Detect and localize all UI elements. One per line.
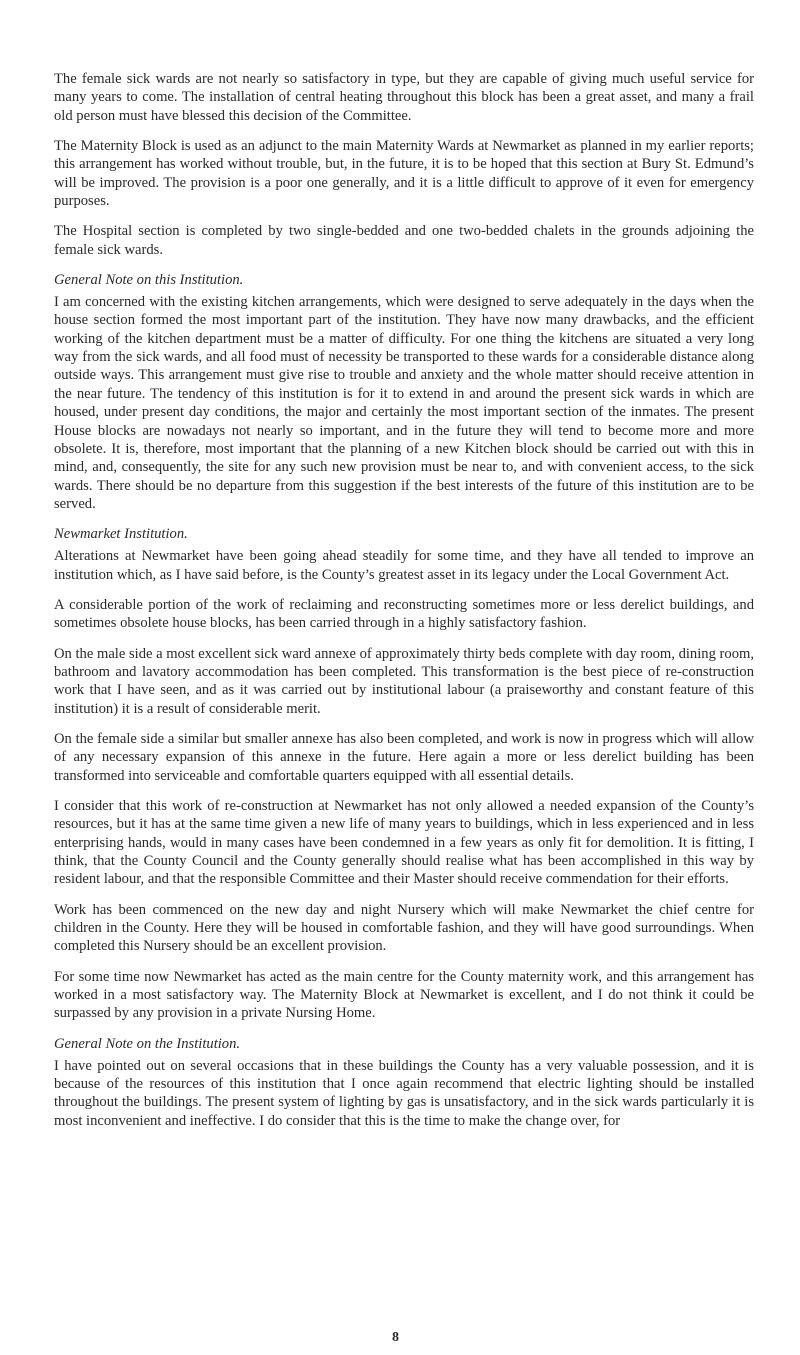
paragraph-male-side: On the male side a most excellent sick ward annexe of approximately thirty beds complete with day room, dining room, bathroom and lavatory accommodation has been completed. This transformation is the best piece of re-construction work that I have seen, and as it was carried out by institutional labour (a praiseworthy and constant feature of this institution) it is a result of considerable merit. bbox=[54, 645, 754, 717]
page-number: 8 bbox=[392, 1330, 399, 1345]
paragraph-nursery: Work has been commenced on the new day and night Nursery which will make Newmarket the chief centre for children in the County. Here they will be housed in comfortable fashion, and they will have good surroundings. When completed this Nursery should be an excellent provision. bbox=[54, 901, 754, 955]
section-heading-newmarket-institution: Newmarket Institution. bbox=[54, 526, 188, 543]
page-body bbox=[54, 70, 754, 1142]
paragraph-maternity-centre: For some time now Newmarket has acted as the main centre for the County maternity work, and this arrangement has worked in a most satisfactory way. The Maternity Block at Newmarket is excellent, and I do not think it could be surpassed by any provision in a private Nursing Home. bbox=[54, 968, 754, 1022]
section-heading-general-note-the-institution: General Note on the Institution. bbox=[54, 1035, 241, 1052]
paragraph-kitchen-arrangements: I am concerned with the existing kitchen arrangements, which were designed to serve adequately in the days when the house section formed the most important part of the institution. They have now many drawbacks, and the efficient working of the kitchen department must be a matter of difficulty. For one thing the kitchens are situated a very long way from the sick wards, and all food must of necessity be transported to these wards for a considerable distance along outside ways. This arrangement must give rise to trouble and anxiety and the whole matter should receive attention in the near future. The tendency of this institution is for it to extend in and around the present sick wards in which are housed, under present day conditions, the major and certainly the most important section of the inmates. The present House blocks are nowadays not nearly so important, and in the future they will tend to become more and more obsolete. It is, therefore, most important that the planning of a new Kitchen block should be carried out with this in mind, and, consequently, the site for any such new provision must be near to, and with convenient access, to the sick wards. There should be no departure from this suggestion if the best interests of the future of this institution are to be served. bbox=[54, 294, 754, 512]
paragraph-electric-lighting: I have pointed out on several occasions that in these buildings the County has a very valuable possession, and it is because of the resources of this institution that I once again recommend that electric lighting should be installed throughout the buildings. The present system of lighting by gas is unsatisfactory, and in the sick wards particularly it is most inconvenient and ineffective. I do consider that this is the time to make the change over, for bbox=[54, 1057, 754, 1129]
paragraph-maternity-block: The Maternity Block is used as an adjunct to the main Maternity Wards at Newmarket as planned in my earlier reports; this arrangement has worked without trouble, but, in the future, it is to be hoped that this section at Bury St. Edmund’s will be improved. The provision is a poor one generally, and it is a little difficult to approve of it even for emergency purposes. bbox=[54, 138, 754, 210]
paragraph-female-sick-wards: The female sick wards are not nearly so satisfactory in type, but they are capable of giving much useful service for many years to come. The installation of central heating throughout this block has been a great asset, and many a frail old person must have blessed this decision of the Committee. bbox=[54, 71, 754, 124]
section-heading-general-note-this-institution: General Note on this Institution. bbox=[54, 272, 244, 289]
paragraph-hospital-section: The Hospital section is completed by two single-bedded and one two-bedded chalets in the grounds adjoining the female sick wards. bbox=[54, 223, 754, 258]
paragraph-reconstruction: I consider that this work of re-construction at Newmarket has not only allowed a needed expansion of the County’s resources, but it has at the same time given a new life of many years to buildings, which in less experienced and in less enterprising hands, would in many cases have been condemned in a few years as only fit for demolition. It is fitting, I think, that the County Council and the County generally should realise what has been accomplished in this way by resident labour, and that the responsible Committee and their Master should receive commendation for their efforts. bbox=[54, 798, 754, 888]
paragraph-alterations: Alterations at Newmarket have been going ahead steadily for some time, and they have all tended to improve an institution which, as I have said before, is the County’s greatest asset in its legacy under the Local Government Act. bbox=[54, 548, 754, 583]
paragraph-reclaiming: A considerable portion of the work of reclaiming and reconstructing sometimes more or less derelict buildings, and sometimes obsolete house blocks, has been carried through in a highly satisfactory fashion. bbox=[54, 596, 754, 632]
paragraph-female-side: On the female side a similar but smaller annexe has also been completed, and work is now in progress which will allow of any necessary expansion of this annexe in the future. Here again a more or less derelict building has been transformed into serviceable and comfortable quarters equipped with all essential details. bbox=[54, 730, 754, 784]
